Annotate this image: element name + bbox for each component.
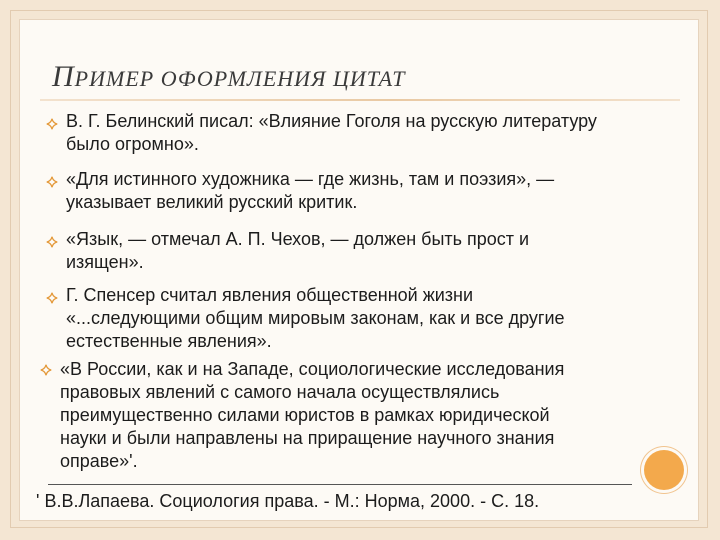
diamond-outline-icon	[46, 176, 58, 188]
bullet-line: В. Г. Белинский писал: «Влияние Гоголя на русскую литературу	[66, 111, 597, 131]
footnote-divider	[48, 484, 632, 485]
bullet-text	[66, 284, 565, 353]
title-rest: РИМЕР ОФОРМЛЕНИЯ ЦИТАТ	[74, 66, 406, 91]
bullet-line: «Для истинного художника — где жизнь, там и поэзия», —	[66, 169, 555, 189]
bullet-line: Г. Спенсер считал явления общественной жизни	[66, 285, 474, 305]
title-initial: П	[52, 60, 75, 93]
bullet-line: оправе»'.	[60, 451, 138, 471]
bullet-line: правовых явлений с самого начала осуществлялись	[60, 382, 500, 402]
bullet-line: науки и были направлены на приращение научного знания	[60, 428, 555, 448]
diamond-outline-icon	[40, 364, 52, 376]
bullet-line: естественные явления».	[66, 331, 272, 351]
diamond-outline-icon	[46, 236, 58, 248]
bullet-text	[66, 228, 529, 274]
accent-circle	[644, 450, 684, 490]
bullet-line: «Язык, — отмечал А. П. Чехов, — должен быть прост и	[66, 229, 530, 249]
title-divider	[40, 99, 680, 101]
bullet-line: было огромно».	[66, 134, 199, 154]
bullet-line: «В России, как и на Западе, социологические исследования	[60, 359, 565, 379]
bullet-line: преимущественно силами юристов в рамках юридической	[60, 405, 550, 425]
bullet-text	[66, 168, 554, 214]
diamond-outline-icon	[46, 292, 58, 304]
bullet-line: «...следующими общим мировым законам, как и все другие	[66, 308, 565, 328]
bullet-line: указывает великий русский критик.	[66, 192, 358, 212]
diamond-outline-icon	[46, 118, 58, 130]
title-text	[52, 60, 406, 93]
bullet-text	[60, 358, 564, 473]
bullet-line: изящен».	[66, 252, 144, 272]
bullet-text	[66, 110, 597, 156]
footnote-reference: ' В.В.Лапаева. Социология права. - М.: Норма, 2000. - С. 18.	[36, 491, 540, 511]
slide-title	[52, 60, 405, 94]
